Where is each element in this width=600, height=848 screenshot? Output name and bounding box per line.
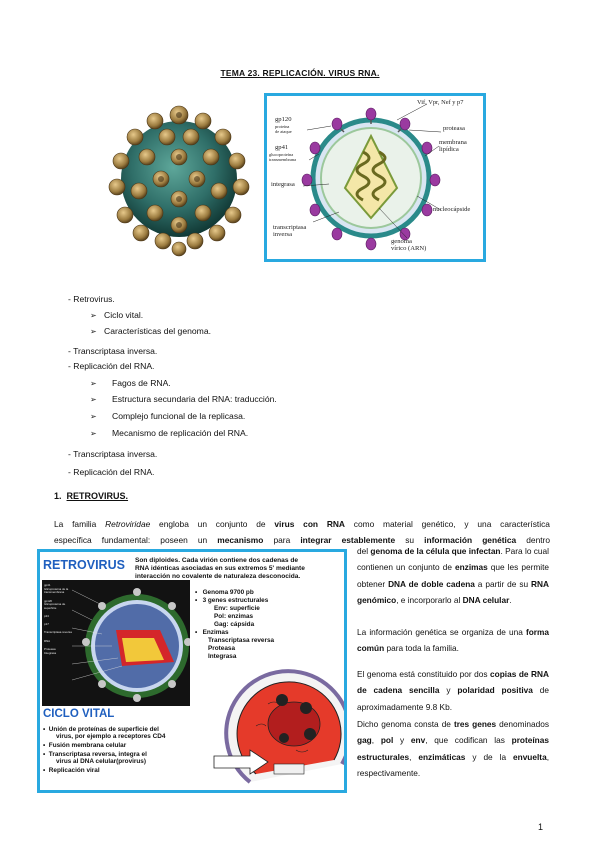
panel-gene-env: Env: superficie: [214, 605, 260, 612]
t: como material genético, y una característica: [344, 519, 550, 529]
t: Dicho genoma consta de: [357, 719, 454, 729]
ciclo-bullet-4: • Replicación viral: [43, 767, 100, 774]
outline-fagos-text: Fagos de RNA.: [112, 378, 171, 388]
virion-label: Integrasa: [44, 650, 57, 655]
outline-estructura: [90, 394, 277, 405]
label-genoma-1: genoma: [391, 238, 412, 245]
t: env: [410, 735, 426, 746]
label-vif: Vif, Vpr, Nef y p7: [417, 99, 464, 106]
outline-transcriptasa: - Transcriptasa inversa.: [68, 346, 158, 356]
t: proteínas estructurales: [357, 735, 549, 762]
outline-replicacion-2: - Replicación del RNA.: [68, 467, 155, 477]
right-paragraph-3: [357, 666, 549, 715]
hiv-diagram: [264, 93, 486, 262]
label-gp120: gp120: [275, 116, 292, 123]
virion-label: Glicoproteína de superficie: [44, 602, 66, 610]
t: 3 genes estructurales: [202, 597, 269, 604]
label-transcriptasa-2: inversa: [273, 231, 293, 238]
t: genoma de la célula que infectan: [370, 546, 501, 556]
outline-retrovirus: - Retrovirus.: [68, 294, 115, 304]
label-membrana-2: lipídica: [439, 146, 459, 153]
arrow-bullet-icon: ➢: [90, 395, 97, 404]
t: su: [395, 535, 425, 545]
label-integrasa: integrasa: [271, 181, 295, 188]
t: dentro: [516, 535, 551, 545]
t: copias de RNA de cadena sencilla: [357, 669, 549, 696]
t: pol: [380, 735, 394, 746]
outline-caracteristicas-text: Características del genoma.: [104, 326, 211, 336]
label-transcriptasa-1: transcriptasa: [273, 224, 307, 231]
t: integrar establemente: [300, 535, 396, 545]
t: y de la: [465, 751, 514, 762]
t: para toda la familia.: [384, 643, 459, 654]
page-title: TEMA 23. REPLICACIÓN. VIRUS RNA.: [220, 68, 380, 78]
t: forma común: [357, 627, 549, 654]
section-title: RETROVIRUS.: [66, 491, 129, 501]
t: DNA celular: [462, 594, 510, 605]
virion-labels: [44, 584, 78, 655]
panel-enzima-integrasa: Integrasa: [208, 653, 237, 660]
panel-title: RETROVIRUS: [43, 558, 125, 572]
arrow-bullet-icon: ➢: [90, 379, 97, 388]
virion-label: p24: [44, 614, 49, 618]
t: El genoma está constituido por dos: [357, 669, 491, 679]
t: , e incorporarlo al: [396, 594, 463, 605]
t: específica fundamental: poseen un: [54, 535, 218, 545]
cell-cycle-diagram: [210, 664, 346, 792]
section-heading: [54, 491, 128, 501]
t: , respectivamente.: [357, 751, 549, 778]
ciclo-vital-title: CICLO VITAL: [43, 708, 115, 720]
t: del: [357, 546, 371, 556]
t: y: [439, 685, 458, 696]
t: Enzimas: [202, 629, 229, 636]
t: .: [509, 594, 512, 605]
arrow-bullet-icon: ➢: [90, 327, 97, 336]
intro-line-1: [54, 516, 550, 532]
label-genoma-2: vírico (ARN): [391, 245, 427, 252]
ciclo-bullet-1b: virus, por ejemplo a receptores CD4: [56, 733, 166, 740]
retrovirus-panel: [37, 549, 347, 793]
virion-label: gp41: [44, 583, 51, 587]
t: mecanismo: [217, 535, 264, 545]
virion-label: gp120: [44, 598, 53, 603]
outline-ciclo: [90, 310, 143, 321]
t: y: [393, 735, 411, 746]
ciclo-bullet-3b: virus al DNA celular(provirus): [56, 758, 146, 765]
t: envuelta: [513, 751, 547, 762]
outline-estructura-text: Estructura secundaria del RNA: traducción.: [112, 394, 277, 404]
virion-label: RNA: [44, 638, 51, 643]
outline-complejo-text: Complejo funcional de la replicasa.: [112, 411, 246, 421]
t: . Para lo cual contienen un conjunto de: [357, 546, 549, 573]
t: , que codifican las: [425, 735, 512, 746]
t: de aproximadamente 9.8 Kb.: [357, 685, 549, 712]
t: Genoma 9700 pb: [202, 589, 254, 596]
right-paragraph-4: [357, 716, 549, 781]
t: Replicación viral: [48, 767, 100, 774]
t: Unión de proteínas de superficie del: [48, 726, 159, 733]
t: que les permite obtener: [357, 562, 550, 589]
t: enzimas: [455, 562, 488, 573]
t: DNA de doble cadena: [388, 578, 475, 589]
label-gp120-sub2: de ataque: [275, 129, 292, 134]
outline-caracteristicas: [90, 326, 211, 337]
panel-desc-2: RNA idénticas asociadas en sus extremos 5' mediante: [135, 565, 305, 572]
panel-desc-3: interacción no covalente de naturaleza desconocida.: [135, 573, 301, 580]
label-proteasa: proteasa: [443, 125, 465, 132]
t: RNA genómico: [357, 578, 549, 605]
right-paragraph-1: [357, 543, 549, 608]
ciclo-bullet-3: • Transcriptasa reversa, integra el: [43, 751, 147, 758]
outline-mecanismo: [90, 428, 248, 439]
panel-desc-1: Son diploides. Cada virión contiene dos cadenas de: [135, 557, 299, 564]
t: enzimáticas: [418, 751, 466, 762]
virion-label: Proteasa: [44, 647, 56, 651]
t: a partir de su: [474, 578, 531, 589]
label-gp41-sub1: glucoproteína: [269, 152, 294, 157]
outline-mecanismo-text: Mecanismo de replicación del RNA.: [112, 428, 249, 438]
section-number: 1.: [54, 491, 62, 501]
panel-gene-pol: Pol: enzimas: [214, 613, 254, 620]
arrow-bullet-icon: ➢: [90, 412, 97, 421]
t: gag: [357, 735, 372, 746]
t: ,: [371, 735, 381, 746]
panel-bullet-genes: • 3 genes estructurales: [195, 597, 269, 604]
right-paragraph-2: [357, 624, 549, 657]
t: Retroviridae: [105, 519, 151, 529]
arrow-bullet-icon: ➢: [90, 429, 97, 438]
t: para: [263, 535, 301, 545]
panel-gene-gag: Gag: cápsida: [214, 621, 255, 628]
t: La familia: [54, 519, 106, 529]
label-gp120-sub1: proteína: [275, 124, 290, 129]
ciclo-bullet-1: • Unión de proteínas de superficie del: [43, 726, 159, 733]
outline-ciclo-text: Ciclo vital.: [104, 310, 144, 320]
t: denominados: [496, 719, 549, 729]
label-membrana-1: membrana: [439, 139, 467, 146]
panel-bullet-enzimas: • Enzimas: [195, 629, 229, 636]
virus-3d-image: [95, 93, 263, 263]
t: información genética: [424, 535, 517, 545]
t: tres genes: [453, 719, 497, 729]
virion-label: p17: [44, 621, 49, 626]
t: ,: [409, 751, 419, 762]
virion-label: Glicoproteína de la transmembrana: [44, 586, 69, 594]
panel-enzima-proteasa: Proteasa: [208, 645, 235, 652]
outline-transcriptasa-2: - Transcriptasa inversa.: [68, 449, 158, 459]
label-gp41-sub2: transmembrana: [269, 157, 297, 162]
ciclo-bullet-2: • Fusión membrana celular: [43, 742, 127, 749]
t: Fusión membrana celular: [48, 742, 127, 749]
page-number: 1: [538, 822, 544, 832]
t: engloba un conjunto de: [150, 519, 275, 529]
outline-complejo: [90, 411, 245, 422]
label-gp41: gp41: [275, 144, 289, 151]
t: virus con RNA: [274, 519, 345, 529]
t: La información genética se organiza de una: [357, 627, 526, 637]
outline-fagos: [90, 378, 171, 389]
arrow-bullet-icon: ➢: [90, 311, 97, 320]
panel-bullet-genoma: • Genoma 9700 pb: [195, 589, 254, 596]
panel-enzima-transcriptasa: Transcriptasa reversa: [208, 637, 275, 644]
t: polaridad positiva: [457, 685, 533, 696]
label-nucleocapside: nucleocápside: [433, 206, 471, 213]
t: Transcriptasa reversa, integra el: [48, 751, 147, 758]
virion-label: Transcriptasa reversa: [44, 630, 72, 634]
outline-replicacion: - Replicación del RNA.: [68, 361, 155, 371]
